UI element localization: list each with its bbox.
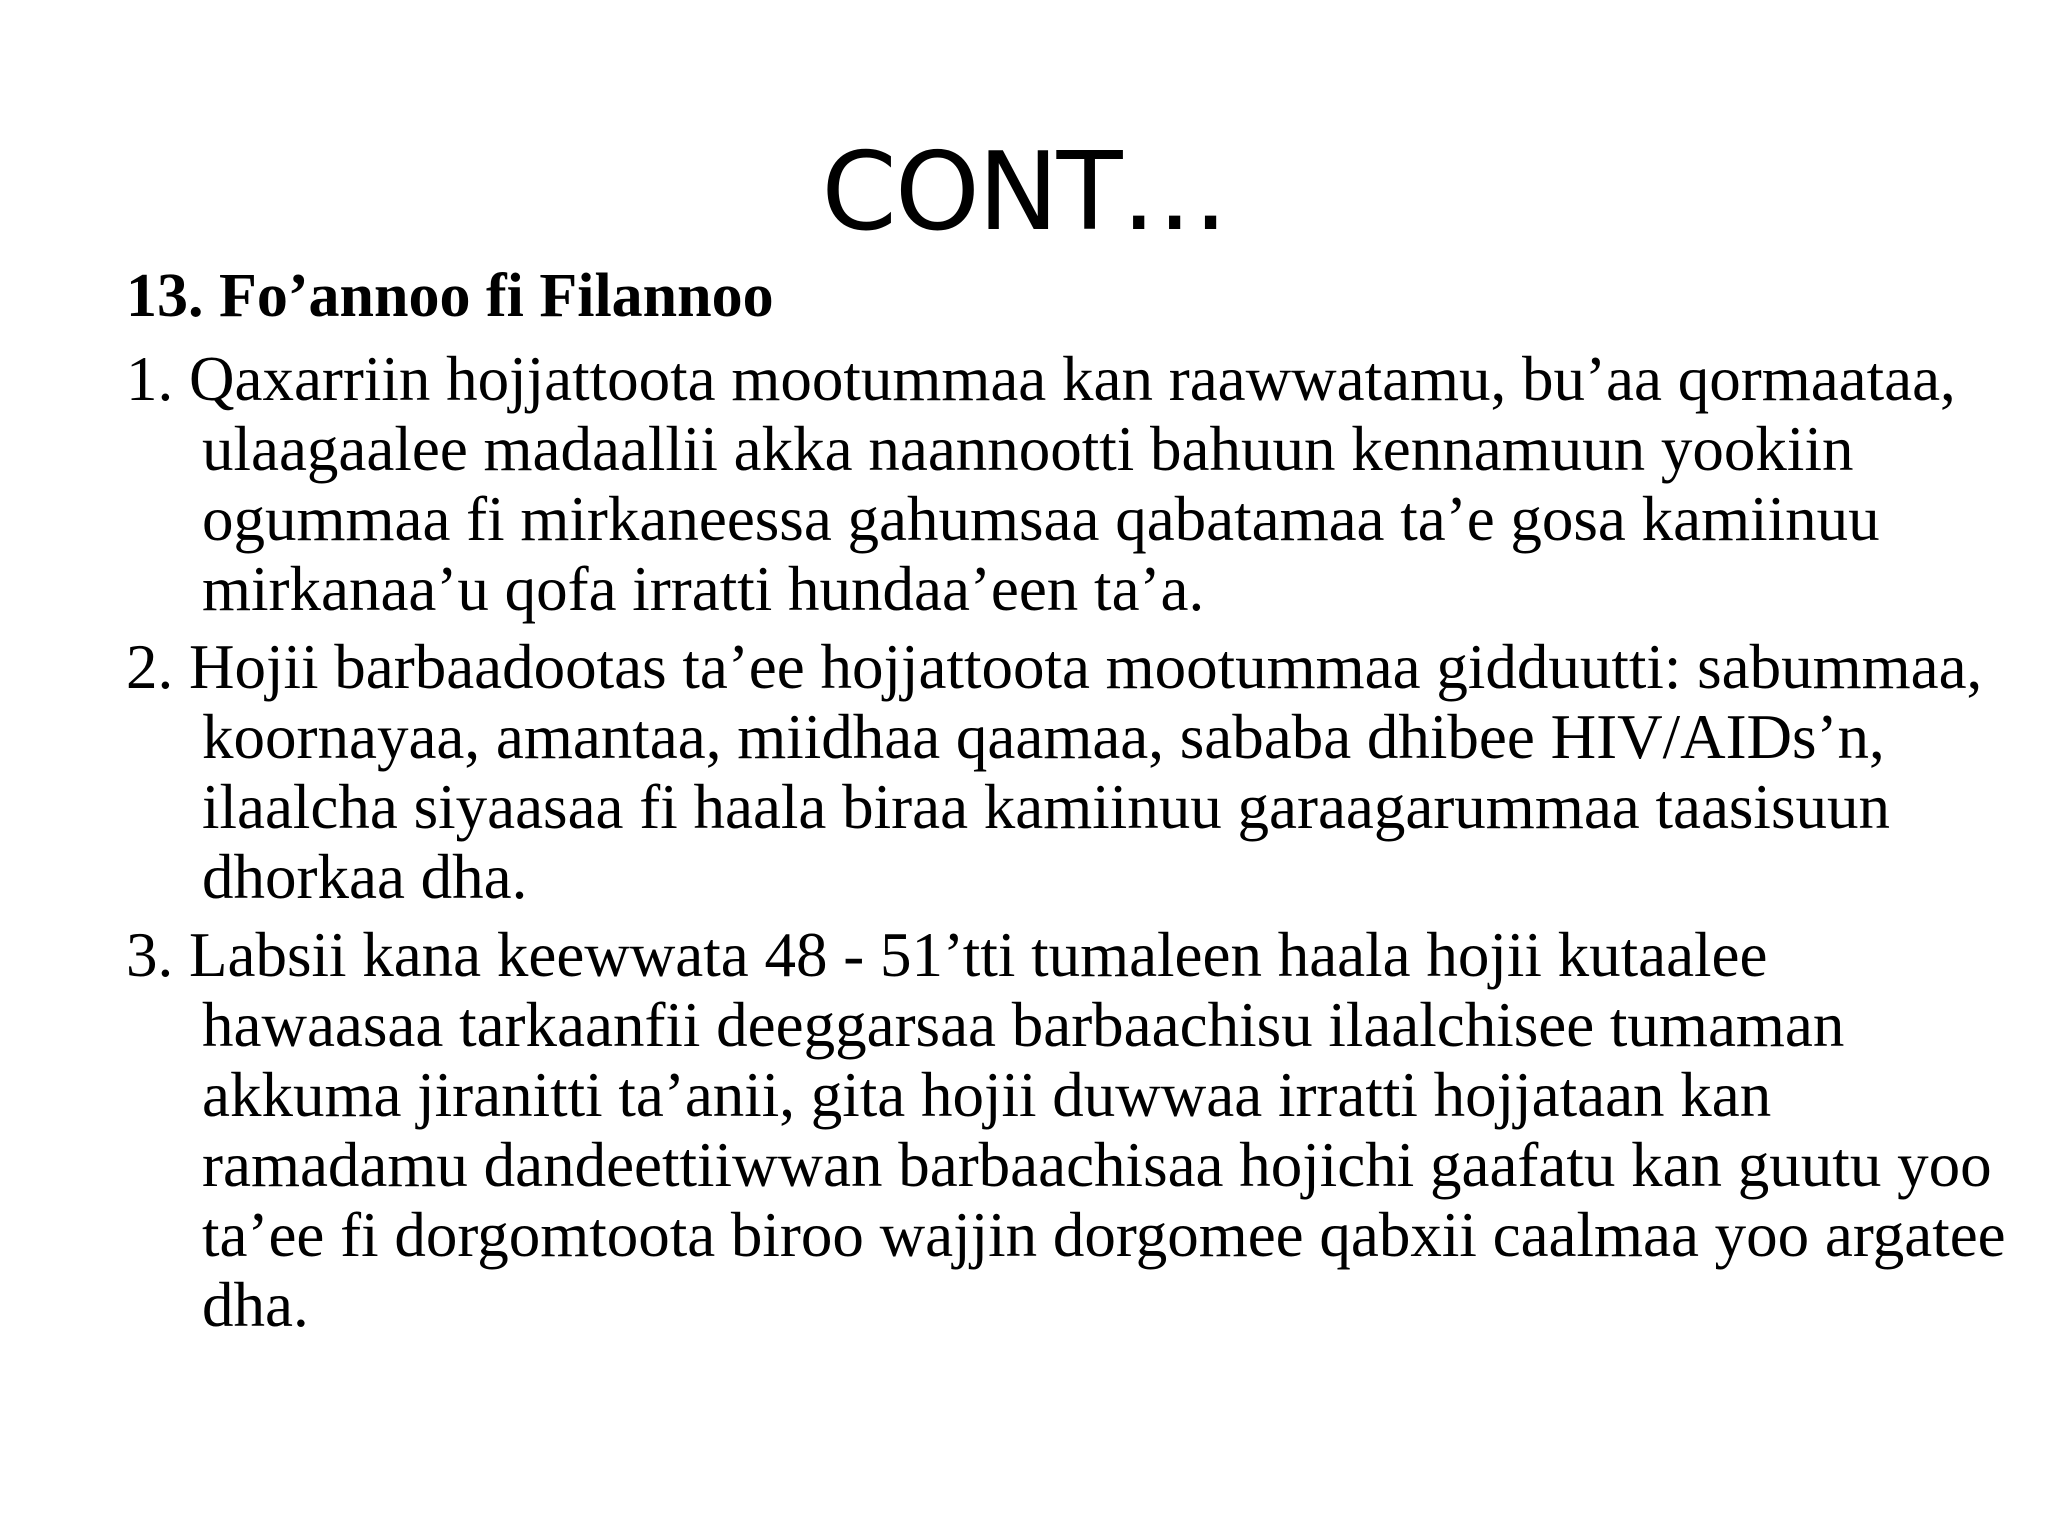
list-item: 3. Labsii kana keewwata 48 - 51’tti tumaleen haala hojii kutaalee hawaasaa tarkaanfii deeggarsaa barbaachisu ilaalchisee tumaman akkuma jiranitti ta’anii, gita hojii duwwaa irratti hojjataan kan ramadamu dandeettiiwwan barbaachisaa hojichi gaafatu kan guutu yoo ta’ee fi dorgomtoota biroo wajjin dorgomee qabxii caalmaa yoo argatee dha. <box>126 920 2006 1340</box>
slide-title: CONT… <box>821 130 1227 255</box>
slide-body <box>126 258 2016 1348</box>
list-item: 2. Hojii barbaadootas ta’ee hojjattoota mootummaa gidduutti: sabummaa, koornayaa, amantaa, miidhaa qaamaa, sababa dhibee HIV/AIDs’n, ilaalcha siyaasaa fi haala biraa kamiinuu garaagarummaa taasisuun dhorkaa dha. <box>126 632 1983 912</box>
list-item: 1. Qaxarriin hojjattoota mootummaa kan raawwatamu, bu’aa qormaataa, ulaagaalee madaallii akka naannootti bahuun kennamuun yookiin ogummaa fi mirkaneessa gahumsaa qabatamaa ta’e gosa kamiinuu mirkanaa’u qofa irratti hundaa’een ta’a. <box>126 344 1956 624</box>
section-heading: 13. Fo’annoo fi Filannoo <box>126 262 774 330</box>
numbered-list <box>126 344 2016 1340</box>
